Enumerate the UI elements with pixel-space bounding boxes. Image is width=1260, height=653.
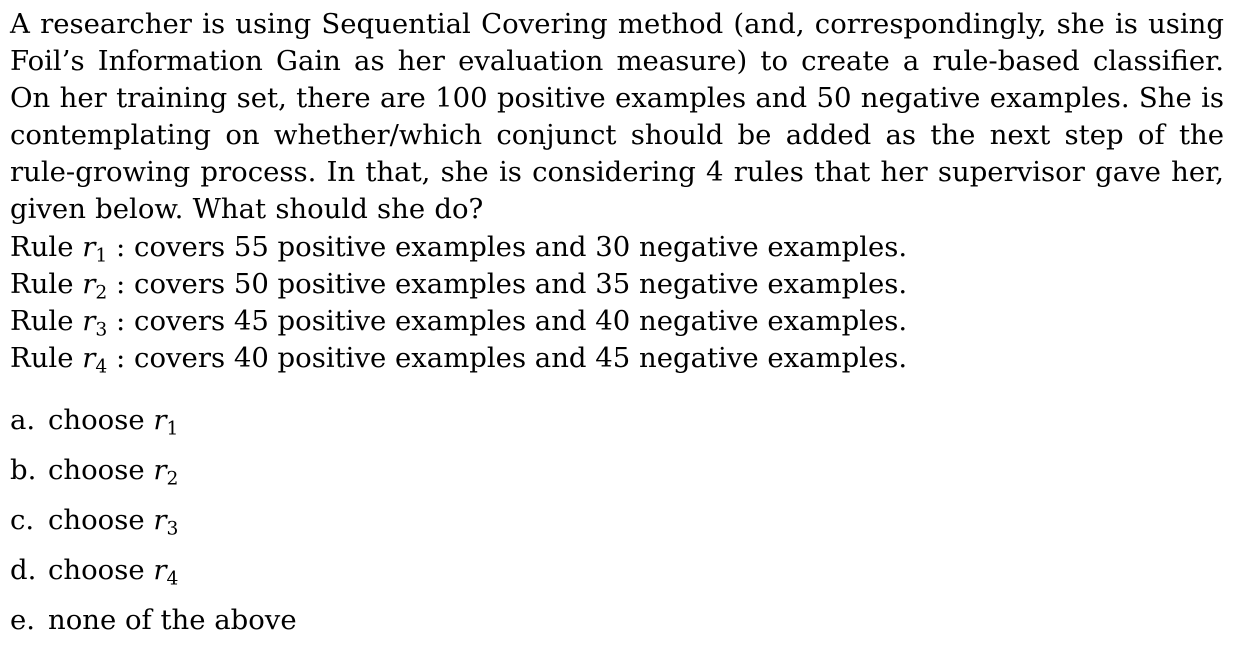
option-subscript: 2 [166, 468, 179, 490]
option-letter: d. [10, 554, 37, 586]
rule-text: : covers 50 positive examples and 35 negative examples. [116, 268, 908, 300]
option-letter: a. [10, 404, 36, 436]
answer-options [10, 403, 297, 653]
rule-prefix: Rule [10, 231, 74, 263]
option-a[interactable] [10, 403, 297, 453]
rule-item [10, 340, 907, 377]
rule-variable: r [82, 268, 96, 300]
option-variable: r [153, 404, 167, 436]
rule-subscript: 2 [95, 282, 108, 304]
rule-variable: r [82, 231, 96, 263]
rule-item [10, 303, 907, 340]
option-subscript: 4 [166, 568, 179, 590]
rule-prefix: Rule [10, 305, 74, 337]
option-variable: r [153, 554, 167, 586]
rule-prefix: Rule [10, 342, 74, 374]
rule-text: : covers 45 positive examples and 40 negative examples. [116, 305, 908, 337]
rule-item [10, 229, 907, 266]
rule-subscript: 1 [95, 245, 108, 267]
rule-variable: r [82, 305, 96, 337]
option-letter: c. [10, 504, 35, 536]
option-variable: r [153, 454, 167, 486]
option-c[interactable] [10, 503, 297, 553]
question-text: A researcher is using Sequential Covering method (and, correspondingly, she is using Foil’s Information Gain as her evaluation measure) to create a rule-based classifier. On her training set, there are 100 positive examples and 50 negative examples. She is contemplating on whether/which conjunct should be added as the next step of the rule-growing process. In that, she is considering 4 rules that her supervisor gave her, given below. What should she do? [10, 8, 1224, 225]
option-text: choose [48, 454, 145, 486]
option-text: choose [48, 504, 145, 536]
option-letter: e. [10, 604, 36, 636]
rule-text: : covers 40 positive examples and 45 negative examples. [116, 342, 908, 374]
rule-subscript: 3 [95, 319, 108, 341]
rule-item [10, 266, 907, 303]
option-text: choose [48, 404, 145, 436]
rule-text: : covers 55 positive examples and 30 negative examples. [116, 231, 908, 263]
option-e[interactable] [10, 603, 297, 653]
rule-variable: r [82, 342, 96, 374]
option-d[interactable] [10, 553, 297, 603]
rule-subscript: 4 [95, 356, 108, 378]
option-text: choose [48, 554, 145, 586]
option-variable: r [153, 504, 167, 536]
rule-prefix: Rule [10, 268, 74, 300]
option-letter: b. [10, 454, 37, 486]
option-subscript: 3 [166, 518, 179, 540]
rules-list [10, 229, 907, 377]
option-text: none of the above [48, 604, 297, 636]
option-subscript: 1 [166, 418, 179, 440]
option-b[interactable] [10, 453, 297, 503]
